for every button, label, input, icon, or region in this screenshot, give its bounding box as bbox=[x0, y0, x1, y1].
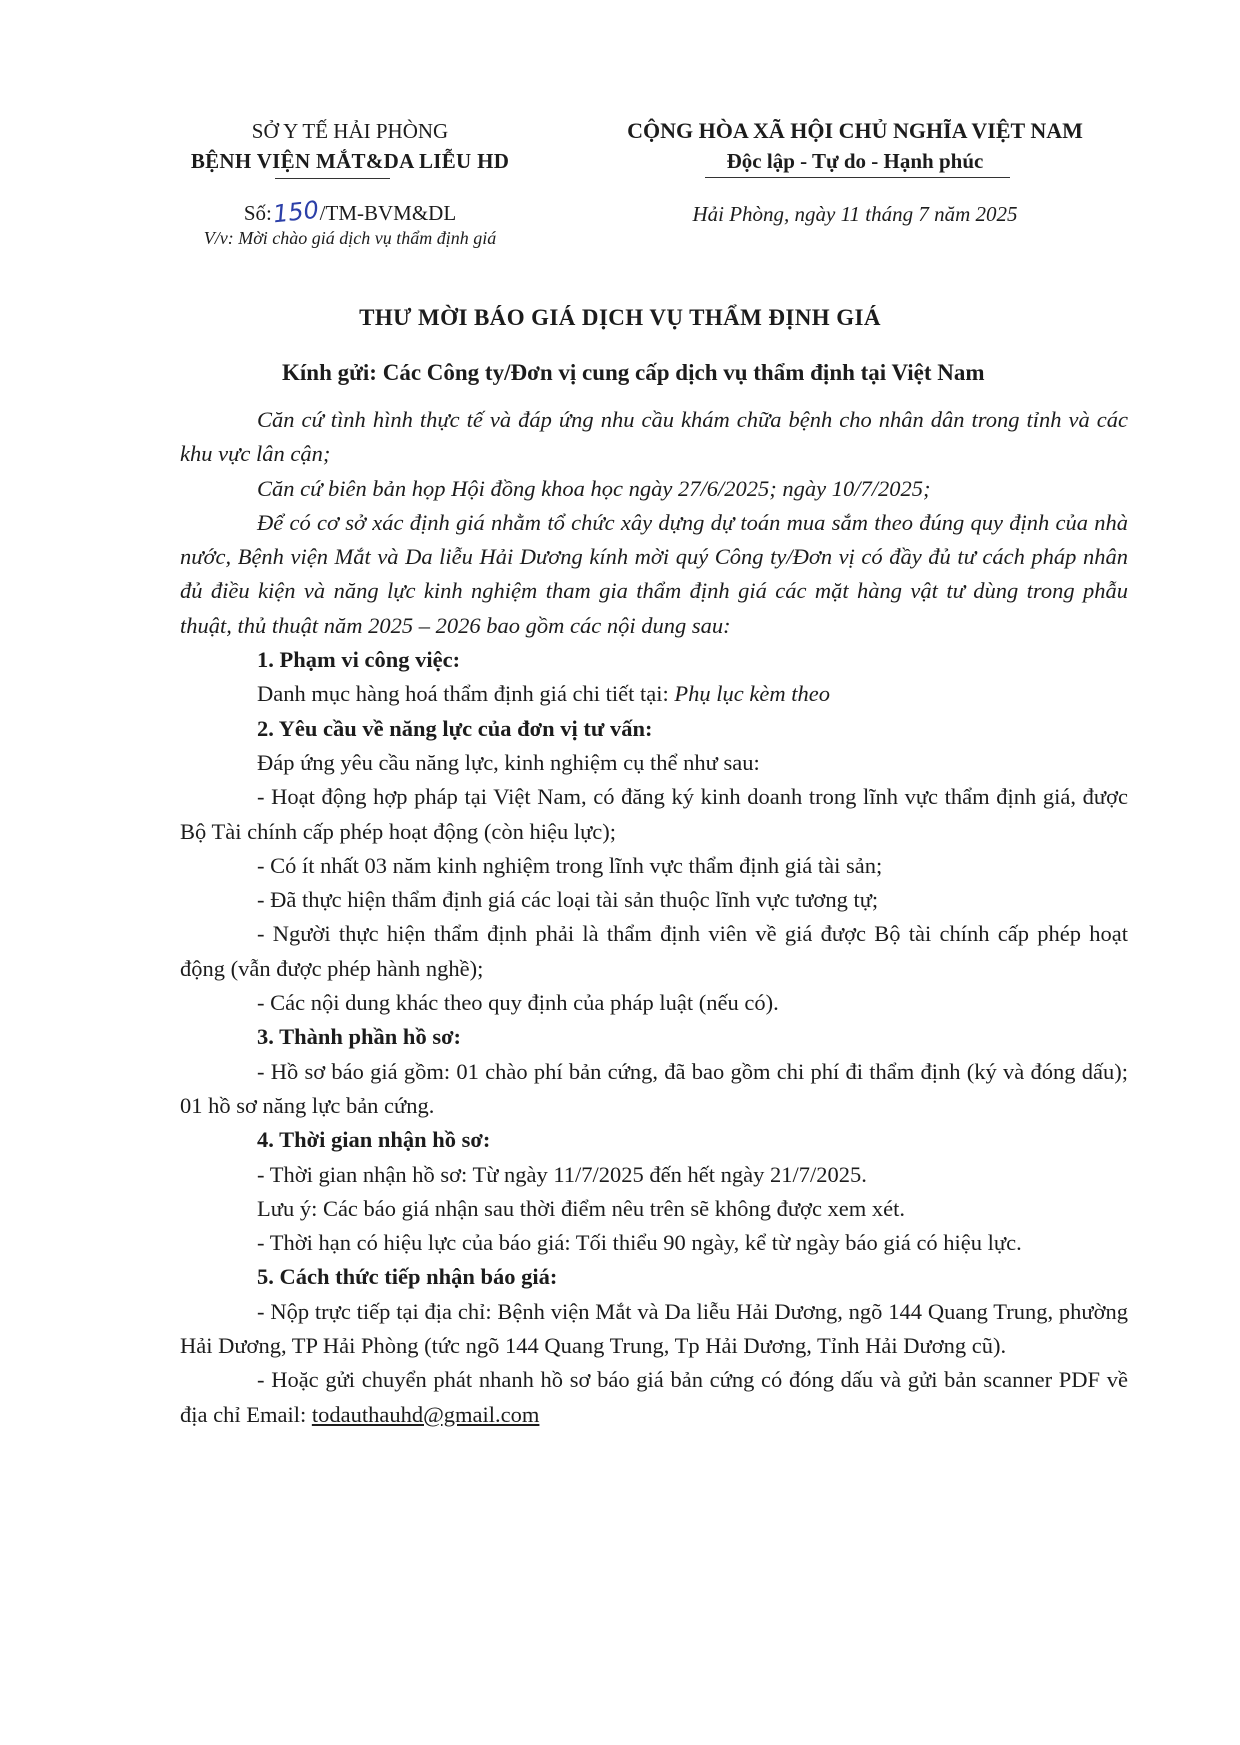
preamble-paragraph-3: Để có cơ sở xác định giá nhằm tổ chức xây dựng dự toán mua sắm theo đúng quy định của nhà nước, Bệnh viện Mắt và Da liễu Hải Dương kính mời quý Công ty/Đơn vị có đầy đủ tư cách pháp nhân đủ điều kiện và năng lực kinh nghiệm tham gia thẩm định giá các mặt hàng vật tư dùng trong phẫu thuật, thủ thuật năm 2025 – 2026 bao gồm các nội dung sau: bbox=[180, 509, 1128, 638]
issuer-block bbox=[150, 116, 550, 176]
section-5-email-text: - Hoặc gửi chuyển phát nhanh hồ sơ báo giá bản cứng có đóng dấu và gửi bản scanner PDF về địa chỉ Email: bbox=[180, 1367, 1128, 1427]
section-3-heading: 3. Thành phần hồ sơ: bbox=[257, 1024, 462, 1050]
issuer-hospital: BỆNH VIỆN MẮT&DA LIỄU HD bbox=[190, 149, 510, 173]
email-link[interactable]: todauthauhd@gmail.com bbox=[311, 1401, 540, 1427]
appendix-reference: Phụ lục kèm theo bbox=[674, 681, 830, 707]
motto-underline bbox=[705, 177, 1010, 178]
document-number bbox=[150, 195, 550, 229]
document-body bbox=[180, 403, 1128, 1432]
place-date: Hải Phòng, ngày 11 tháng 7 năm 2025 bbox=[692, 202, 1018, 226]
section-2-item: - Người thực hiện thẩm định phải là thẩm định viên về giá được Bộ tài chính cấp phép hoạt động (vẫn được phép hành nghề); bbox=[180, 921, 1128, 981]
preamble-paragraph-2: Căn cứ biên bản họp Hội đồng khoa học ngày 27/6/2025; ngày 10/7/2025; bbox=[257, 475, 931, 501]
country-name: CỘNG HÒA XÃ HỘI CHỦ NGHĨA VIỆT NAM bbox=[627, 118, 1083, 143]
national-header bbox=[585, 116, 1125, 176]
issuer-department: SỞ Y TẾ HẢI PHÒNG bbox=[251, 119, 449, 143]
handwritten-number: 150 bbox=[271, 195, 320, 229]
section-1-heading: 1. Phạm vi công việc: bbox=[257, 647, 461, 673]
section-1-text bbox=[180, 677, 1128, 711]
section-2-item: - Hoạt động hợp pháp tại Việt Nam, có đăng ký kinh doanh trong lĩnh vực thẩm định giá, được Bộ Tài chính cấp phép hoạt động (còn hiệu lực); bbox=[180, 784, 1128, 844]
document-subject: V/v: Mời chào giá dịch vụ thẩm định giá bbox=[203, 228, 497, 248]
section-2-item: - Các nội dung khác theo quy định của pháp luật (nếu có). bbox=[257, 990, 779, 1016]
section-5-heading: 5. Cách thức tiếp nhận báo giá: bbox=[257, 1264, 558, 1290]
section-3-text: - Hồ sơ báo giá gồm: 01 chào phí bản cứng, đã bao gồm chi phí đi thẩm định (ký và đóng dấu); 01 hồ sơ năng lực bản cứng. bbox=[180, 1058, 1128, 1118]
docno-suffix: /TM-BVM&DL bbox=[319, 201, 457, 225]
section-1-text-main: Danh mục hàng hoá thẩm định giá chi tiết tại: bbox=[257, 681, 675, 707]
section-4-item: - Thời hạn có hiệu lực của báo giá: Tối thiểu 90 ngày, kể từ ngày báo giá có hiệu lực. bbox=[257, 1230, 1022, 1256]
section-5-item-email bbox=[180, 1363, 1128, 1432]
document-title: THƯ MỜI BÁO GIÁ DỊCH VỤ THẨM ĐỊNH GIÁ bbox=[359, 305, 881, 330]
section-4-heading: 4. Thời gian nhận hồ sơ: bbox=[257, 1127, 491, 1153]
issuer-underline bbox=[275, 178, 390, 179]
national-motto: Độc lập - Tự do - Hạnh phúc bbox=[726, 149, 984, 173]
section-2-item: - Đã thực hiện thẩm định giá các loại tài sản thuộc lĩnh vực tương tự; bbox=[257, 887, 879, 913]
section-2-heading: 2. Yêu cầu về năng lực của đơn vị tư vấn: bbox=[257, 715, 653, 741]
docno-prefix: Số: bbox=[243, 201, 272, 225]
section-4-item: - Thời gian nhận hồ sơ: Từ ngày 11/7/2025 đến hết ngày 21/7/2025. bbox=[257, 1161, 867, 1187]
section-2-intro: Đáp ứng yêu cầu năng lực, kinh nghiệm cụ thể như sau: bbox=[257, 749, 760, 775]
section-2-item: - Có ít nhất 03 năm kinh nghiệm trong lĩnh vực thẩm định giá tài sản; bbox=[257, 852, 883, 878]
greeting: Kính gửi: Các Công ty/Đơn vị cung cấp dịch vụ thẩm định tại Việt Nam bbox=[282, 360, 985, 385]
section-4-note: Lưu ý: Các báo giá nhận sau thời điểm nêu trên sẽ không được xem xét. bbox=[257, 1195, 906, 1221]
section-5-item-address: - Nộp trực tiếp tại địa chỉ: Bệnh viện Mắt và Da liễu Hải Dương, ngõ 144 Quang Trung, phường Hải Dương, TP Hải Phòng (tức ngõ 144 Quang Trung, Tp Hải Dương, Tỉnh Hải Dương cũ). bbox=[180, 1298, 1128, 1359]
preamble-paragraph-1: Căn cứ tình hình thực tế và đáp ứng nhu cầu khám chữa bệnh cho nhân dân trong tỉnh và các khu vực lân cận; bbox=[180, 407, 1128, 467]
